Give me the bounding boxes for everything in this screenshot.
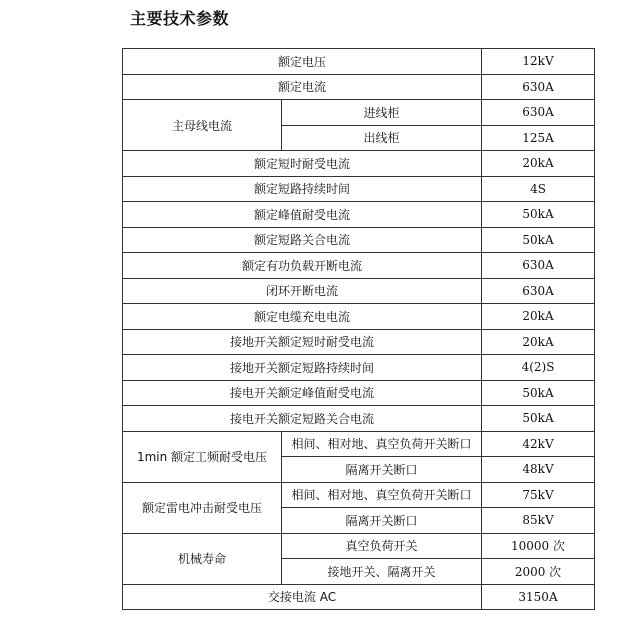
table-row — [123, 202, 595, 228]
label-cell: 接地开关额定短时耐受电流 — [123, 329, 482, 355]
label-cell: 额定短路持续时间 — [123, 176, 482, 202]
table-row — [123, 533, 595, 559]
spec-table — [122, 48, 595, 610]
group-label-cell: 机械寿命 — [123, 533, 282, 584]
table-row — [123, 253, 595, 279]
label-cell: 交接电流 AC — [123, 584, 482, 610]
page-title: 主要技术参数 — [130, 9, 230, 28]
table-row — [123, 227, 595, 253]
value-cell: 630A — [482, 253, 595, 279]
table-row — [123, 176, 595, 202]
sub-label-cell: 隔离开关断口 — [282, 508, 482, 534]
value-cell: 20kA — [482, 151, 595, 177]
value-cell: 42kV — [482, 431, 595, 457]
group-label-cell: 1min 额定工频耐受电压 — [123, 431, 282, 482]
label-cell: 额定短路关合电流 — [123, 227, 482, 253]
value-cell: 3150A — [482, 584, 595, 610]
table-row — [123, 151, 595, 177]
label-cell: 额定电流 — [123, 74, 482, 100]
value-cell: 125A — [482, 125, 595, 151]
value-cell: 20kA — [482, 304, 595, 330]
spec-table-body — [123, 49, 595, 610]
table-row — [123, 329, 595, 355]
label-cell: 接地开关额定短路持续时间 — [123, 355, 482, 381]
value-cell: 50kA — [482, 227, 595, 253]
sub-label-cell: 出线柜 — [282, 125, 482, 151]
table-row — [123, 74, 595, 100]
value-cell: 630A — [482, 278, 595, 304]
label-cell: 额定电压 — [123, 49, 482, 75]
value-cell: 630A — [482, 74, 595, 100]
table-row — [123, 355, 595, 381]
label-cell: 接电开关额定峰值耐受电流 — [123, 380, 482, 406]
table-row — [123, 380, 595, 406]
sub-label-cell: 真空负荷开关 — [282, 533, 482, 559]
group-label-cell: 主母线电流 — [123, 100, 282, 151]
value-cell: 4(2)S — [482, 355, 595, 381]
value-cell: 50kA — [482, 202, 595, 228]
sub-label-cell: 进线柜 — [282, 100, 482, 126]
table-row — [123, 431, 595, 457]
table-row — [123, 482, 595, 508]
value-cell: 50kA — [482, 380, 595, 406]
label-cell: 接电开关额定短路关合电流 — [123, 406, 482, 432]
table-row — [123, 278, 595, 304]
label-cell: 额定有功负载开断电流 — [123, 253, 482, 279]
table-row — [123, 49, 595, 75]
table-row — [123, 100, 595, 126]
value-cell: 85kV — [482, 508, 595, 534]
value-cell: 75kV — [482, 482, 595, 508]
value-cell: 50kA — [482, 406, 595, 432]
value-cell: 630A — [482, 100, 595, 126]
value-cell: 48kV — [482, 457, 595, 483]
value-cell: 20kA — [482, 329, 595, 355]
sub-label-cell: 相间、相对地、真空负荷开关断口 — [282, 482, 482, 508]
sub-label-cell: 隔离开关断口 — [282, 457, 482, 483]
label-cell: 额定短时耐受电流 — [123, 151, 482, 177]
label-cell: 额定电缆充电电流 — [123, 304, 482, 330]
value-cell: 2000 次 — [482, 559, 595, 585]
table-row — [123, 584, 595, 610]
sub-label-cell: 接地开关、隔离开关 — [282, 559, 482, 585]
sub-label-cell: 相间、相对地、真空负荷开关断口 — [282, 431, 482, 457]
value-cell: 10000 次 — [482, 533, 595, 559]
group-label-cell: 额定雷电冲击耐受电压 — [123, 482, 282, 533]
label-cell: 额定峰值耐受电流 — [123, 202, 482, 228]
value-cell: 4S — [482, 176, 595, 202]
label-cell: 闭环开断电流 — [123, 278, 482, 304]
value-cell: 12kV — [482, 49, 595, 75]
table-row — [123, 406, 595, 432]
table-row — [123, 304, 595, 330]
